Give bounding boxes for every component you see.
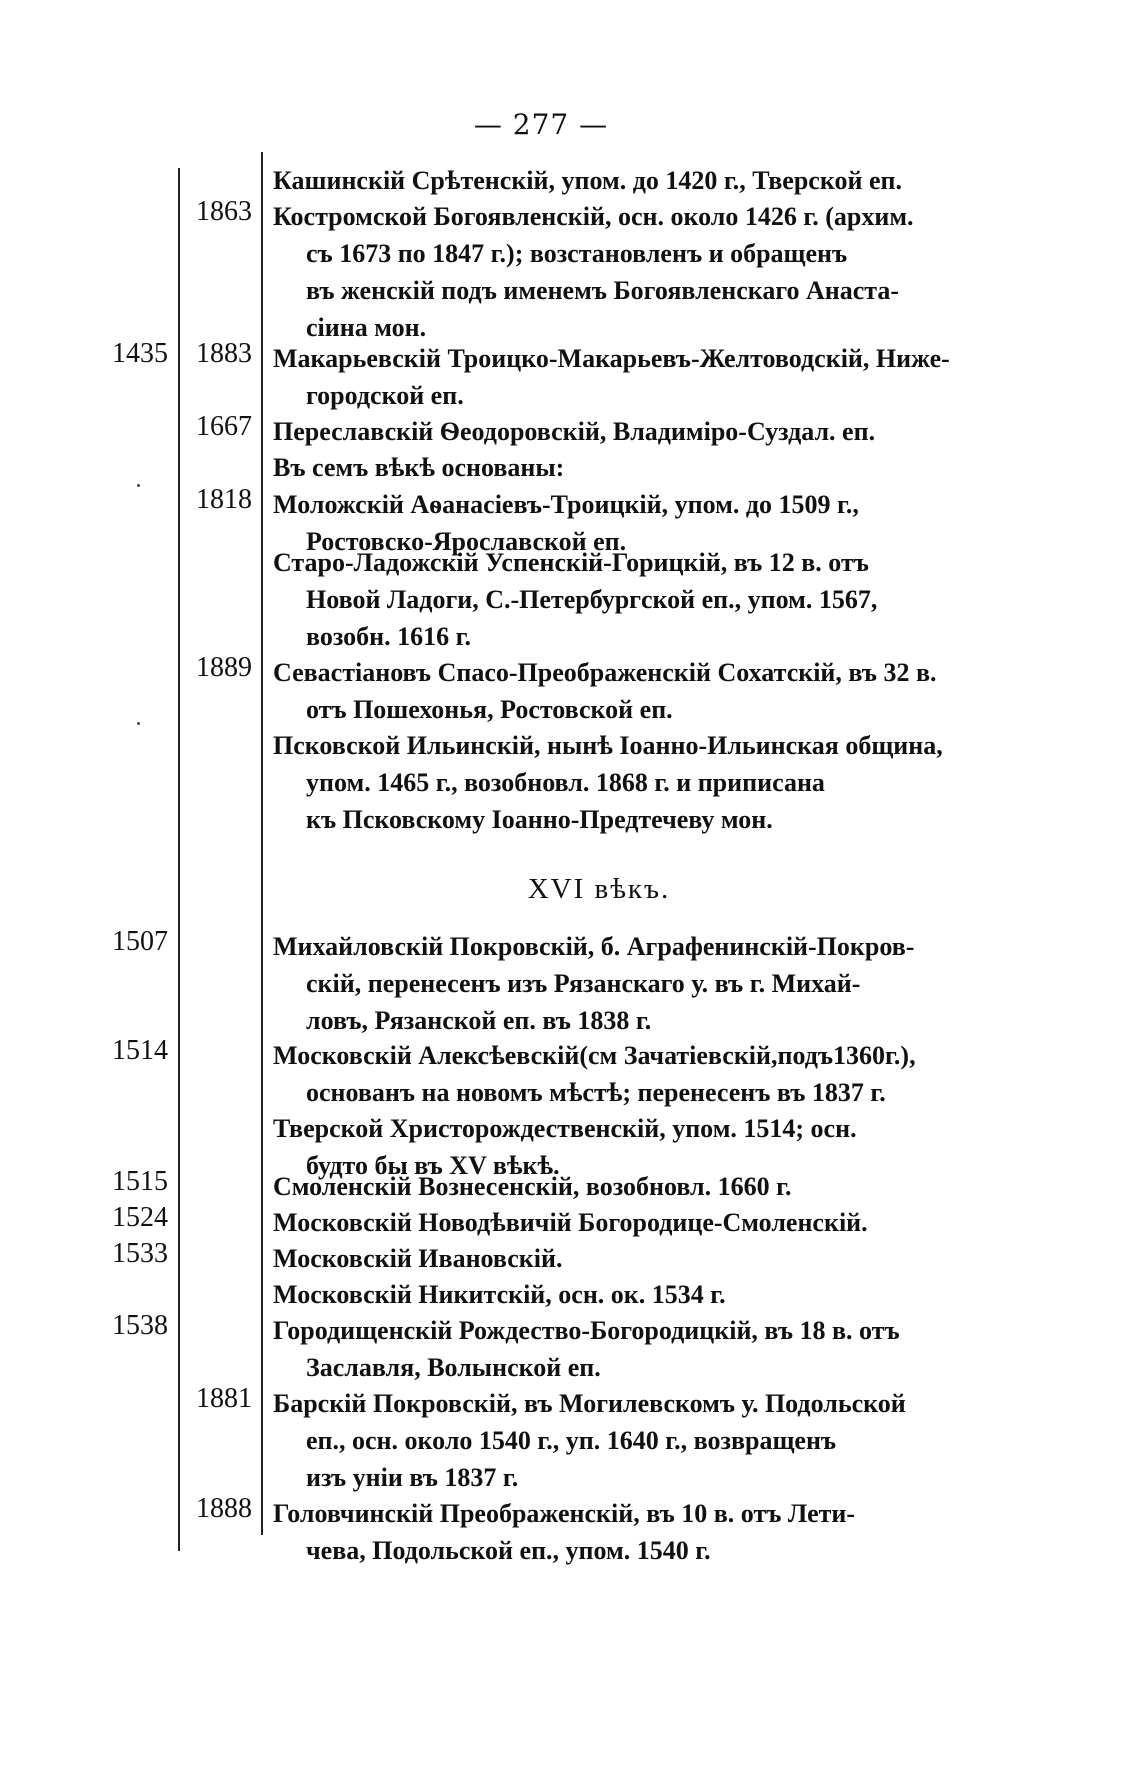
year-founded-1507: 1507 xyxy=(112,926,168,957)
subheading-founded-in-century: Въ семъ вѣкѣ основаны: xyxy=(273,453,565,482)
year-founded-1889: 1889 xyxy=(196,652,252,683)
year-founded-1524: 1524 xyxy=(112,1202,168,1233)
year-founded-1514: 1514 xyxy=(112,1035,168,1066)
margin-dot xyxy=(137,484,140,487)
year-founded-1667: 1667 xyxy=(196,411,252,442)
page-number: — 277 — xyxy=(473,108,609,141)
monastery-entry: Тверской Христорождественскій, упом. 1514; осн. будто бы въ XV вѣкѣ. xyxy=(273,1114,857,1180)
year-founded-1881: 1881 xyxy=(196,1383,252,1414)
monastery-entry: Старо-Ладожскій Успенскій-Горицкій, въ 12 в. отъ Новой Ладоги, С.-Петербургской еп., упом. 1567, возобн. 1616 г. xyxy=(273,548,878,651)
year-founded-1863: 1863 xyxy=(196,196,252,227)
monastery-entry: Московскій Алексѣевскій(см Зачатіевскій,подъ1360г.), основанъ на новомъ мѣстѣ; перенесенъ въ 1837 г. xyxy=(273,1041,916,1107)
margin-dot xyxy=(137,722,140,725)
monastery-entry: Барскій Покровскій, въ Могилевскомъ у. Подольской еп., осн. около 1540 г., уп. 1640 г., возвращенъ изъ уніи въ 1837 г. xyxy=(273,1389,906,1492)
monastery-entry: Переславскій Ѳеодоровскій, Владиміро-Суздал. еп. xyxy=(273,417,876,446)
monastery-entry: Костромской Богоявленскій, осн. около 1426 г. (архим. съ 1673 по 1847 г.); возстановленъ и обращенъ въ женскій подъ именемъ Богоявленскаго Анаста- сіина мон. xyxy=(273,202,914,342)
year-founded-1818: 1818 xyxy=(196,484,252,515)
year-founded-1515: 1515 xyxy=(112,1166,168,1197)
monastery-entry: Моложскій Аѳанасіевъ-Троицкій, упом. до 1509 г., Ростовско-Ярославской еп. xyxy=(273,490,859,556)
section-heading-16th-century: XVI вѣкъ. xyxy=(527,873,671,905)
monastery-entry: Московскій Ивановскій. xyxy=(273,1244,563,1273)
monastery-entry: Псковской Ильинскій, нынѣ Іоанно-Ильинская община, упом. 1465 г., возобновл. 1868 г. и приписана къ Псковскому Іоанно-Предтечеву мон. xyxy=(273,731,943,834)
monastery-entry: Головчинскій Преображенскій, въ 10 в. отъ Лети- чева, Подольской еп., упом. 1540 г. xyxy=(273,1499,856,1565)
outer-column-rule xyxy=(178,168,180,1551)
year-founded-1538: 1538 xyxy=(112,1310,168,1341)
monastery-entry: Смоленскій Вознесенскій, возобновл. 1660 г. xyxy=(273,1172,792,1201)
year-founded-1883: 1883 xyxy=(196,338,252,369)
monastery-entry: Московскій Никитскій, осн. ок. 1534 г. xyxy=(273,1280,726,1309)
monastery-entry: Макарьевскій Троицко-Макарьевъ-Желтоводскій, Ниже- городской еп. xyxy=(273,344,950,410)
year-founded-1435: 1435 xyxy=(112,338,168,369)
monastery-entry: Городищенскій Рождество-Богородицкій, въ 18 в. отъ Заславля, Волынской еп. xyxy=(273,1316,900,1382)
monastery-entry: Михайловскій Покровскій, б. Аграфенинскій-Покров- скій, перенесенъ изъ Рязанскаго у. въ г. Михай- ловъ, Рязанской еп. въ 1838 г. xyxy=(273,932,915,1035)
monastery-entry: Кашинскій Срѣтенскій, упом. до 1420 г., Тверской еп. xyxy=(273,166,902,195)
year-founded-1888: 1888 xyxy=(196,1493,252,1524)
year-founded-1533: 1533 xyxy=(112,1238,168,1269)
monastery-entry: Севастіановъ Спасо-Преображенскій Сохатскій, въ 32 в. отъ Пошехонья, Ростовской еп. xyxy=(273,658,937,724)
monastery-entry: Московскій Новодѣвичій Богородице-Смоленскій. xyxy=(273,1208,868,1237)
inner-column-rule xyxy=(261,152,263,1535)
